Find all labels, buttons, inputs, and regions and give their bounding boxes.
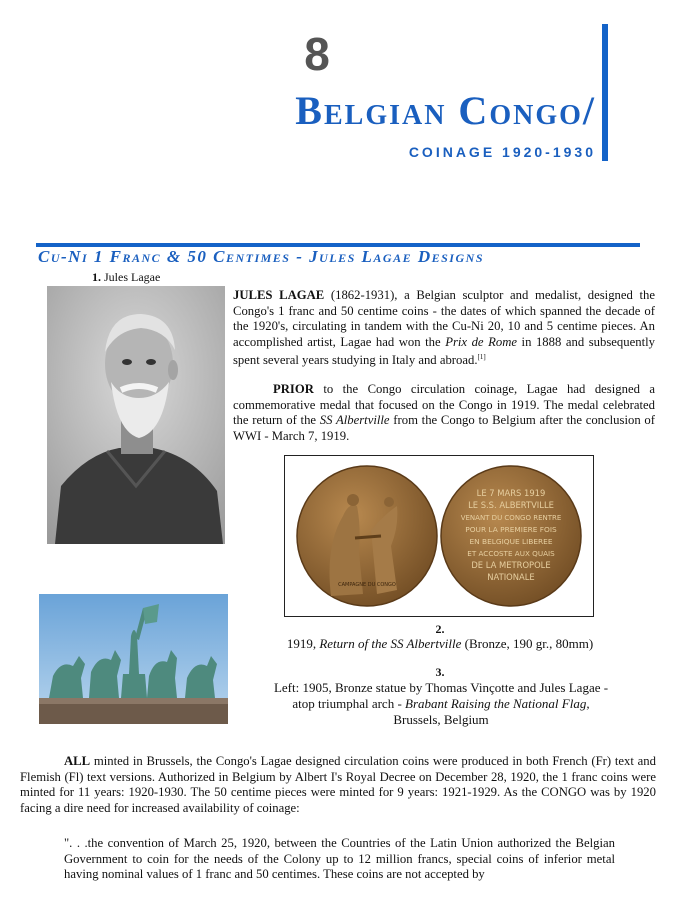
medal-photo-frame (284, 455, 594, 617)
portrait-photo (47, 286, 225, 544)
figure-1-number: 1. (92, 270, 101, 284)
figure-3-caption (246, 680, 636, 728)
medal-line-7: DE LA METROPOLE (471, 560, 551, 570)
p2-lead: PRIOR (273, 382, 314, 396)
medal-illustration (285, 456, 593, 616)
fig3-line-2-pre: atop triumphal arch - (292, 696, 406, 711)
fig2-caption-post: (Bronze, 190 gr., 80mm) (461, 636, 594, 651)
fig3-line-2 (246, 696, 636, 712)
chapter-subtitle: COINAGE 1920-1930 (408, 144, 596, 160)
header-vertical-rule (602, 24, 608, 161)
quote-block (64, 836, 615, 883)
fig3-line-3: Brussels, Belgium (393, 712, 489, 727)
figure-2-caption (260, 636, 620, 652)
fig3-line-1: Left: 1905, Bronze statue by Thomas Vinçotte and Jules Lagae - (273, 680, 609, 695)
figure-3-number (290, 665, 590, 679)
p1-italic: Prix de Rome (445, 334, 517, 349)
p1-text-b: in 1888 and subsequently spent several years studying in Italy and abroad. (233, 334, 655, 368)
medal-line-2: LE S.S. ALBERTVILLE (468, 500, 554, 510)
fig3-line-2-italic: Brabant Raising the National Flag, (405, 696, 590, 711)
footnote-ref[interactable]: [1] (477, 353, 486, 362)
figure-1-caption (92, 270, 160, 284)
paragraph-jules-lagae (233, 288, 655, 369)
medal-line-1: LE 7 MARS 1919 (476, 488, 546, 498)
chapter-title: Belgian Congo/ (295, 88, 596, 133)
figure-3-number-text: 3. (435, 665, 445, 679)
medal-obverse-legend: CAMPAGNE DU CONGO (338, 582, 396, 588)
medal-line-6: ET ACCOSTE AUX QUAIS (467, 549, 555, 558)
medal-line-5: EN BELGIQUE LIBEREE (469, 537, 553, 546)
medal-line-4: POUR LA PREMIERE FOIS (465, 525, 557, 534)
medal-line-8: NATIONALE (487, 572, 535, 582)
p1-lead: JULES LAGAE (233, 288, 325, 302)
p3-lead: ALL (64, 754, 91, 768)
chapter-number: 8 (304, 28, 330, 80)
p3-text: minted in Brussels, the Congo's Lagae designed circulation coins were produced in both French (Fr) text and Flemish (Fl) text versions. Authorized in Belgium by Albert I's Royal Decree on December 28, 1920, the 1 franc coins were minted for 11 years: 1920-1930. The 50 centime pieces were minted for 9 years: 1921-1929. As the CONGO was by 1920 facing a dire need for increased availability of coinage: (20, 754, 656, 815)
p2-text-b: from the Congo to Belgium after the conclusion of WWI - March 7, 1919. (233, 413, 655, 443)
paragraph-all-minted (20, 754, 656, 816)
figure-1-label: Jules Lagae (104, 270, 161, 284)
figure-2-number (290, 622, 590, 636)
figure-2-number-text: 2. (435, 622, 445, 636)
p2-italic: SS Albertville (319, 413, 390, 428)
statue-photo (39, 594, 228, 724)
portrait-illustration (47, 286, 225, 544)
statue-illustration (39, 594, 228, 724)
p2-text-a: to the Congo circulation coinage, Lagae had designed a commemorative medal that focused on the Congo in 1919. The medal celebrated the return of the (233, 382, 655, 428)
paragraph-prior (233, 382, 655, 444)
fig2-caption-italic: Return of the SS Albertville (319, 636, 462, 651)
p1-text-a: (1862-1931), a Belgian sculptor and medalist, designed the Congo's 1 franc and 50 centime coins - the dates of which spanned the decade of the 1920's, circulating in tandem with the Cu-Ni 20, 10 and 5 centime pieces. An accomplished artist, Lagae had won the (233, 288, 655, 349)
quote-text: ". . .the convention of March 25, 1920, between the Countries of the Latin Union authorized the Belgian Government to coin for the needs of the Colony up to 12 million francs, special coins of inferior metal having nominal values of 1 franc and 50 centimes. These coins are not accepted by (64, 836, 615, 882)
medal-line-3: VENANT DU CONGO RENTRE (460, 514, 562, 522)
fig2-caption-pre: 1919, (286, 636, 320, 651)
section-heading: Cu-Ni 1 Franc & 50 Centimes - Jules Lagae Designs (38, 247, 484, 266)
